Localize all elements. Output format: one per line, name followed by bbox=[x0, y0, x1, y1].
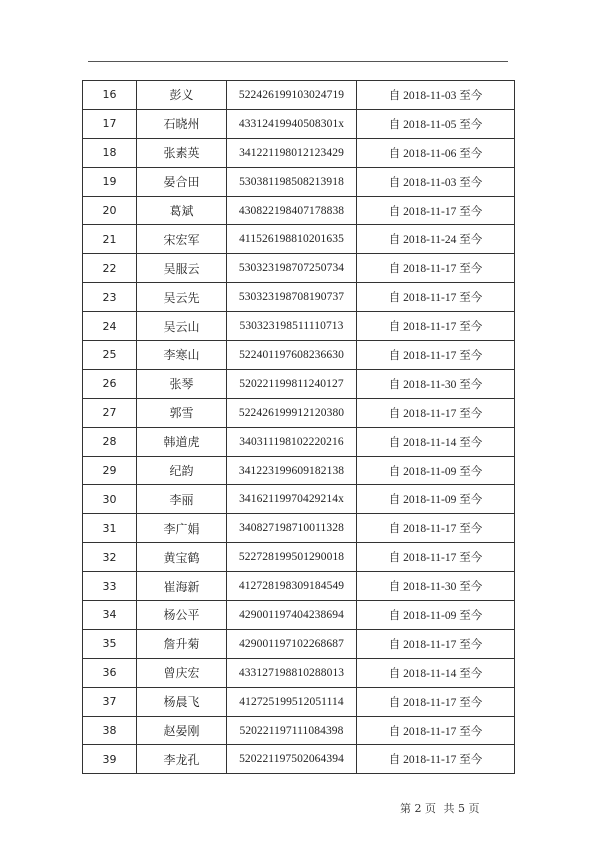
table-row bbox=[83, 254, 515, 283]
row-number: 34 bbox=[83, 601, 137, 630]
start-date: 自 2018-11-03 至今 bbox=[357, 81, 515, 110]
roster-table bbox=[82, 80, 515, 774]
table-row bbox=[83, 283, 515, 312]
row-number: 30 bbox=[83, 485, 137, 514]
id-number: 522426199912120380 bbox=[227, 398, 357, 427]
person-name: 崔海新 bbox=[137, 572, 227, 601]
person-name: 韩道虎 bbox=[137, 427, 227, 456]
id-number: 412725199512051114 bbox=[227, 687, 357, 716]
person-name: 葛斌 bbox=[137, 196, 227, 225]
id-number: 520221197111084398 bbox=[227, 716, 357, 745]
start-date: 自 2018-11-17 至今 bbox=[357, 543, 515, 572]
person-name: 李龙孔 bbox=[137, 745, 227, 774]
table-row bbox=[83, 312, 515, 341]
row-number: 26 bbox=[83, 369, 137, 398]
row-number: 21 bbox=[83, 225, 137, 254]
page-number: 第 2 页 bbox=[400, 802, 436, 815]
start-date: 自 2018-11-17 至今 bbox=[357, 716, 515, 745]
table-row bbox=[83, 369, 515, 398]
id-number: 520221197502064394 bbox=[227, 745, 357, 774]
table-row bbox=[83, 485, 515, 514]
person-name: 杨晨飞 bbox=[137, 687, 227, 716]
row-number: 18 bbox=[83, 138, 137, 167]
table-row bbox=[83, 687, 515, 716]
start-date: 自 2018-11-24 至今 bbox=[357, 225, 515, 254]
row-number: 39 bbox=[83, 745, 137, 774]
id-number: 341223199609182138 bbox=[227, 456, 357, 485]
row-number: 37 bbox=[83, 687, 137, 716]
roster-body bbox=[83, 81, 515, 774]
row-number: 23 bbox=[83, 283, 137, 312]
start-date: 自 2018-11-17 至今 bbox=[357, 341, 515, 370]
person-name: 晏合田 bbox=[137, 167, 227, 196]
table-row bbox=[83, 427, 515, 456]
id-number: 411526198810201635 bbox=[227, 225, 357, 254]
row-number: 32 bbox=[83, 543, 137, 572]
row-number: 38 bbox=[83, 716, 137, 745]
id-number: 341221198012123429 bbox=[227, 138, 357, 167]
row-number: 27 bbox=[83, 398, 137, 427]
start-date: 自 2018-11-17 至今 bbox=[357, 514, 515, 543]
start-date: 自 2018-11-17 至今 bbox=[357, 254, 515, 283]
id-number: 522426199103024719 bbox=[227, 81, 357, 110]
table-row bbox=[83, 745, 515, 774]
table-row bbox=[83, 138, 515, 167]
start-date: 自 2018-11-30 至今 bbox=[357, 369, 515, 398]
id-number: 530323198707250734 bbox=[227, 254, 357, 283]
table-row bbox=[83, 341, 515, 370]
start-date: 自 2018-11-17 至今 bbox=[357, 312, 515, 341]
id-number: 34162119970429214x bbox=[227, 485, 357, 514]
table-row bbox=[83, 629, 515, 658]
start-date: 自 2018-11-06 至今 bbox=[357, 138, 515, 167]
id-number: 429001197404238694 bbox=[227, 601, 357, 630]
table-row bbox=[83, 109, 515, 138]
person-name: 彭义 bbox=[137, 81, 227, 110]
row-number: 17 bbox=[83, 109, 137, 138]
id-number: 530323198708190737 bbox=[227, 283, 357, 312]
id-number: 522401197608236630 bbox=[227, 341, 357, 370]
person-name: 詹升菊 bbox=[137, 629, 227, 658]
row-number: 16 bbox=[83, 81, 137, 110]
id-number: 520221199811240127 bbox=[227, 369, 357, 398]
row-number: 19 bbox=[83, 167, 137, 196]
start-date: 自 2018-11-30 至今 bbox=[357, 572, 515, 601]
page-footer bbox=[400, 800, 484, 816]
start-date: 自 2018-11-17 至今 bbox=[357, 398, 515, 427]
person-name: 李寒山 bbox=[137, 341, 227, 370]
row-number: 24 bbox=[83, 312, 137, 341]
row-number: 25 bbox=[83, 341, 137, 370]
person-name: 张琴 bbox=[137, 369, 227, 398]
person-name: 曾庆宏 bbox=[137, 658, 227, 687]
row-number: 29 bbox=[83, 456, 137, 485]
id-number: 530381198508213918 bbox=[227, 167, 357, 196]
start-date: 自 2018-11-17 至今 bbox=[357, 745, 515, 774]
person-name: 吴服云 bbox=[137, 254, 227, 283]
table-row bbox=[83, 716, 515, 745]
start-date: 自 2018-11-17 至今 bbox=[357, 629, 515, 658]
person-name: 赵晏刚 bbox=[137, 716, 227, 745]
table-row bbox=[83, 658, 515, 687]
table-row bbox=[83, 456, 515, 485]
person-name: 宋宏军 bbox=[137, 225, 227, 254]
id-number: 429001197102268687 bbox=[227, 629, 357, 658]
person-name: 杨公平 bbox=[137, 601, 227, 630]
row-number: 28 bbox=[83, 427, 137, 456]
id-number: 340311198102220216 bbox=[227, 427, 357, 456]
person-name: 郭雪 bbox=[137, 398, 227, 427]
table-row bbox=[83, 601, 515, 630]
id-number: 340827198710011328 bbox=[227, 514, 357, 543]
start-date: 自 2018-11-17 至今 bbox=[357, 196, 515, 225]
start-date: 自 2018-11-03 至今 bbox=[357, 167, 515, 196]
id-number: 522728199501290018 bbox=[227, 543, 357, 572]
table-row bbox=[83, 167, 515, 196]
table-row bbox=[83, 514, 515, 543]
start-date: 自 2018-11-17 至今 bbox=[357, 283, 515, 312]
start-date: 自 2018-11-09 至今 bbox=[357, 485, 515, 514]
id-number: 412728198309184549 bbox=[227, 572, 357, 601]
row-number: 20 bbox=[83, 196, 137, 225]
person-name: 吴云先 bbox=[137, 283, 227, 312]
row-number: 33 bbox=[83, 572, 137, 601]
table-row bbox=[83, 543, 515, 572]
table-row bbox=[83, 225, 515, 254]
row-number: 22 bbox=[83, 254, 137, 283]
person-name: 吴云山 bbox=[137, 312, 227, 341]
person-name: 张素英 bbox=[137, 138, 227, 167]
row-number: 36 bbox=[83, 658, 137, 687]
id-number: 430822198407178838 bbox=[227, 196, 357, 225]
table-row bbox=[83, 81, 515, 110]
person-name: 李丽 bbox=[137, 485, 227, 514]
id-number: 530323198511110713 bbox=[227, 312, 357, 341]
row-number: 31 bbox=[83, 514, 137, 543]
row-number: 35 bbox=[83, 629, 137, 658]
start-date: 自 2018-11-14 至今 bbox=[357, 427, 515, 456]
table-row bbox=[83, 572, 515, 601]
table-row bbox=[83, 196, 515, 225]
start-date: 自 2018-11-14 至今 bbox=[357, 658, 515, 687]
start-date: 自 2018-11-09 至今 bbox=[357, 601, 515, 630]
table-row bbox=[83, 398, 515, 427]
person-name: 黄宝鹤 bbox=[137, 543, 227, 572]
header-rule bbox=[88, 61, 508, 62]
person-name: 李广娟 bbox=[137, 514, 227, 543]
person-name: 石晓州 bbox=[137, 109, 227, 138]
start-date: 自 2018-11-05 至今 bbox=[357, 109, 515, 138]
start-date: 自 2018-11-09 至今 bbox=[357, 456, 515, 485]
id-number: 43312419940508301x bbox=[227, 109, 357, 138]
page-total: 共 5 页 bbox=[443, 802, 480, 815]
start-date: 自 2018-11-17 至今 bbox=[357, 687, 515, 716]
person-name: 纪韵 bbox=[137, 456, 227, 485]
id-number: 433127198810288013 bbox=[227, 658, 357, 687]
